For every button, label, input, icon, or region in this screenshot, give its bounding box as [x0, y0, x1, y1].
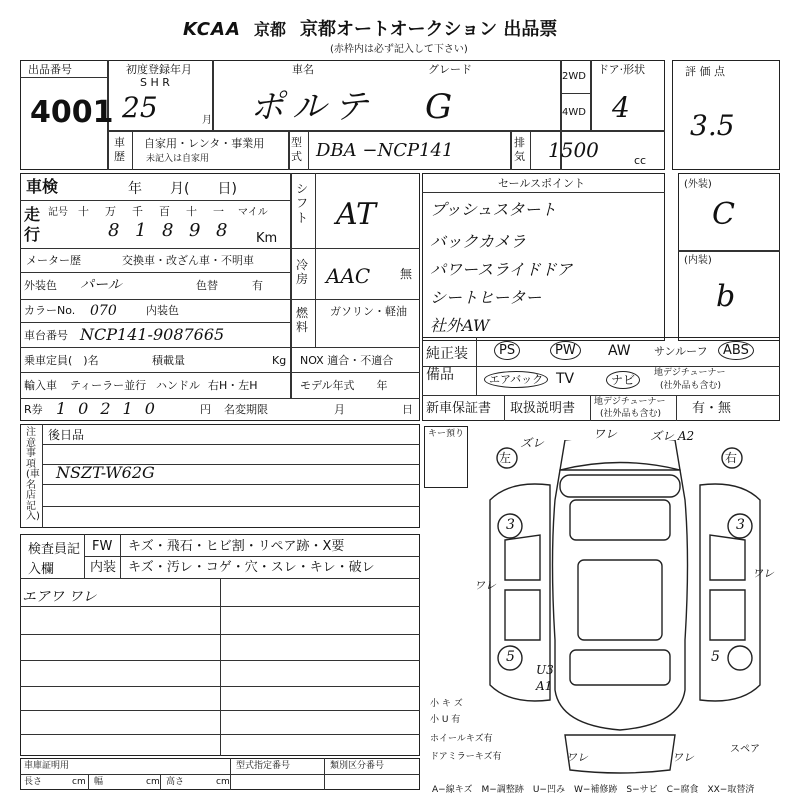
right-side-label: 右 [725, 451, 738, 465]
mileage-unit: 万 [105, 205, 116, 218]
recycle-value: 10210 [56, 399, 167, 418]
ext-grade: C [712, 197, 735, 232]
grade-label: グレード [428, 63, 472, 76]
sales-point: パワースライドドア [430, 260, 573, 279]
int-grade: b [716, 279, 736, 314]
sales-title: セールスポイント [498, 177, 586, 190]
logo-city: 京都 [254, 20, 287, 39]
mileage-digit: 8 [108, 220, 120, 241]
equip-pw [550, 344, 581, 357]
score-value: 3.5 [690, 109, 735, 142]
type-label: 型式指定番号 [236, 761, 291, 771]
width-unit: cm [146, 777, 160, 787]
aircon-value: AAC [326, 264, 371, 288]
tuner-note: (社外品も含む) [600, 409, 662, 419]
aircon-label: 冷房 [296, 258, 309, 287]
reg-month-unit: 月 [202, 115, 212, 126]
drive-4wd: 4WD [562, 107, 586, 118]
color-no: 070 [90, 303, 117, 319]
equip-abs-label: ABS [718, 341, 754, 360]
mileage-unit: 一 [213, 205, 224, 218]
height-label: 高さ [166, 777, 185, 787]
kcaa-logo: KCAA [183, 19, 241, 40]
cert-label: 車庫証明用 [24, 761, 70, 771]
import-label: 輸入車 [24, 379, 57, 392]
shaken-fields: 年 月( 日) [128, 181, 237, 197]
inspector-label: 検査員記入欄 [28, 542, 81, 577]
equip-pw-label: PW [550, 341, 581, 360]
history-label: 車歴 [114, 136, 125, 163]
damage-mark: ズレ A2 [650, 429, 695, 443]
spare-label: スペア [730, 744, 760, 755]
day-label: 日 [402, 403, 413, 416]
capacity-label: 乗車定員( )名 [24, 354, 99, 367]
equipment-label: 純正装備品 [426, 346, 468, 383]
tuner-label: 地デジチューナー [594, 397, 666, 407]
equip-navi [606, 374, 640, 386]
rear-date-label: 後日品 [48, 428, 85, 442]
lot-label: 出品番号 [28, 63, 72, 76]
width-label: 幅 [94, 777, 104, 787]
legend-mirror: ドアミラーキズ有 [430, 752, 502, 762]
damage-mark: A1 [536, 679, 553, 693]
color-change: 有 [252, 279, 263, 292]
fuel-options: ガソリン・軽油 [330, 305, 407, 318]
aircon-none: 無 [400, 267, 413, 281]
mileage-digit: 1 [135, 220, 147, 241]
damage-legend: A−線キズ M−調整跡 U−凹み W−補修跡 S−サビ C−腐食 XX−取替済 [432, 785, 755, 795]
equip-sunroof: サンルーフ [654, 345, 708, 358]
sales-point: プッシュスタート [430, 200, 557, 219]
km-unit: Km [256, 231, 278, 246]
notes-label: 注意事項(車名店記入) [26, 427, 40, 522]
damage-mark: 5 [711, 649, 720, 665]
disp-label: 排気 [514, 136, 525, 163]
left-side-label: 左 [499, 451, 512, 465]
color-change-label: 色替 [196, 279, 218, 292]
mileage-label: 走行 [24, 205, 41, 244]
mileage-unit: マイル [238, 207, 268, 218]
car-name: ポルテ [250, 87, 376, 127]
dealer-label: ティーラー並行 [70, 379, 147, 392]
displacement: 1500 [548, 138, 599, 162]
handle-options: 右H・左H [208, 379, 258, 392]
ext-color: パール [80, 277, 122, 293]
mileage-digits [108, 220, 235, 241]
load-unit: Kg [272, 354, 287, 367]
fw-items: キズ・飛石・ヒビ割・リペア跡・X要 [128, 539, 345, 554]
damage-mark: U3 [536, 663, 554, 677]
class-label: 類別区分番号 [330, 761, 385, 771]
mileage-unit: 十 [186, 205, 197, 218]
lot-number: 4001 [30, 95, 114, 130]
length-label: 長さ [24, 777, 43, 787]
int-grade-label: (内装) [684, 255, 712, 266]
key-label: キー預り [428, 429, 465, 439]
chassis-number: NCP141-9087665 [80, 325, 225, 344]
car-diagram [470, 440, 780, 780]
length-unit: cm [72, 777, 86, 787]
damage-mark: ワレ [752, 567, 774, 580]
sales-point: シートヒーター [430, 288, 542, 307]
mileage-digit: 8 [216, 220, 228, 241]
disp-unit: cc [634, 154, 647, 167]
score-label: 評 価 点 [685, 65, 725, 78]
ext-color-label: 外装色 [24, 279, 57, 292]
mileage-unit: 千 [132, 205, 143, 218]
color-no-label: カラーNo. [24, 304, 76, 317]
equip-tuner: 地デジチューナー [654, 368, 726, 378]
damage-mark: ワレ [593, 427, 618, 441]
equip-airbag-label: エアバック [484, 371, 548, 388]
recycle-unit: 円 [200, 403, 211, 416]
history-options: 自家用・レンタ・事業用 [144, 137, 265, 150]
legend-small-scratch: 小 キ ズ [430, 699, 463, 709]
legend-wheel: ホイールキズ有 [430, 734, 493, 744]
model-label: 型式 [291, 136, 302, 163]
shift-value: AT [336, 197, 377, 232]
equip-ps-label: PS [494, 341, 520, 360]
page-subtitle: (赤枠内は必ず記入して下さい) [330, 44, 468, 55]
damage-mark: 3 [736, 517, 745, 533]
model-year-label: モデル年式 年 [300, 379, 388, 392]
inspector-remark: エアワ ワレ [22, 589, 97, 605]
int-color-label: 内装色 [146, 304, 179, 317]
equip-ps [494, 344, 520, 357]
shaken-label: 車検 [26, 177, 59, 196]
reg-year: 25 [122, 91, 158, 124]
page-title: 京都オートオークション 出品票 [300, 19, 558, 40]
presence-options: 有・無 [692, 401, 732, 416]
ext-grade-label: (外装) [684, 179, 712, 190]
name-change-label: 名変期限 [224, 403, 268, 416]
history-note: 未記入は自家用 [146, 154, 210, 164]
damage-mark: ワレ [474, 579, 496, 592]
equip-tuner-note: (社外品も含む) [660, 381, 722, 391]
int-inspect-label: 内装 [90, 560, 117, 575]
drive-2wd: 2WD [562, 71, 586, 82]
damage-mark: 5 [506, 649, 515, 665]
grade-value: G [425, 87, 453, 127]
door-label: ドア·形状 [598, 63, 646, 76]
meter-history-label: メーター歴 [26, 254, 81, 267]
mileage-unit: 百 [159, 205, 170, 218]
shift-label: シフト [296, 182, 309, 225]
load-label: 積載量 [152, 354, 185, 367]
damage-mark: ワレ [566, 751, 588, 764]
equip-tv: TV [556, 371, 575, 387]
nox-label: NOX 適合・不適合 [300, 354, 394, 367]
mileage-unit: 十 [78, 205, 89, 218]
handle-label: ハンドル [156, 379, 200, 392]
mileage-units [48, 203, 288, 219]
car-name-label: 車名 [292, 63, 314, 76]
warranty-label: 新車保証書 [426, 401, 492, 416]
month-label: 月 [334, 403, 345, 416]
equip-airbag [484, 374, 548, 385]
sales-point: 社外AW [430, 316, 490, 335]
damage-mark: 3 [506, 517, 515, 533]
equip-aw: AW [608, 343, 631, 359]
sales-point: バックカメラ [430, 232, 527, 251]
notes-text: NSZT-W62G [56, 463, 155, 482]
door-count: 4 [612, 91, 630, 124]
reg-label: 初度登録年月 [126, 63, 192, 76]
equip-abs [718, 344, 754, 357]
fw-label: FW [92, 539, 113, 554]
recycle-label: R券 [24, 403, 43, 416]
model-value: DBA −NCP141 [316, 140, 454, 161]
mileage-digit: 9 [189, 220, 201, 241]
damage-mark: ズレ [520, 436, 545, 450]
height-unit: cm [216, 777, 230, 787]
damage-mark: ワレ [672, 751, 694, 764]
mileage-digit: 8 [162, 220, 174, 241]
mileage-unit: 記号 [48, 207, 68, 218]
equip-navi-label: ナビ [606, 371, 640, 389]
manual-label: 取扱説明書 [510, 401, 576, 416]
int-inspect-items: キズ・汚レ・コゲ・穴・スレ・キレ・破レ [128, 560, 375, 575]
chassis-label: 車台番号 [24, 329, 68, 342]
legend-small-dent: 小 U 有 [430, 715, 461, 725]
meter-options: 交換車・改ざん車・不明車 [122, 254, 254, 267]
era-options: S H R [140, 76, 170, 89]
fuel-label: 燃料 [296, 306, 309, 335]
